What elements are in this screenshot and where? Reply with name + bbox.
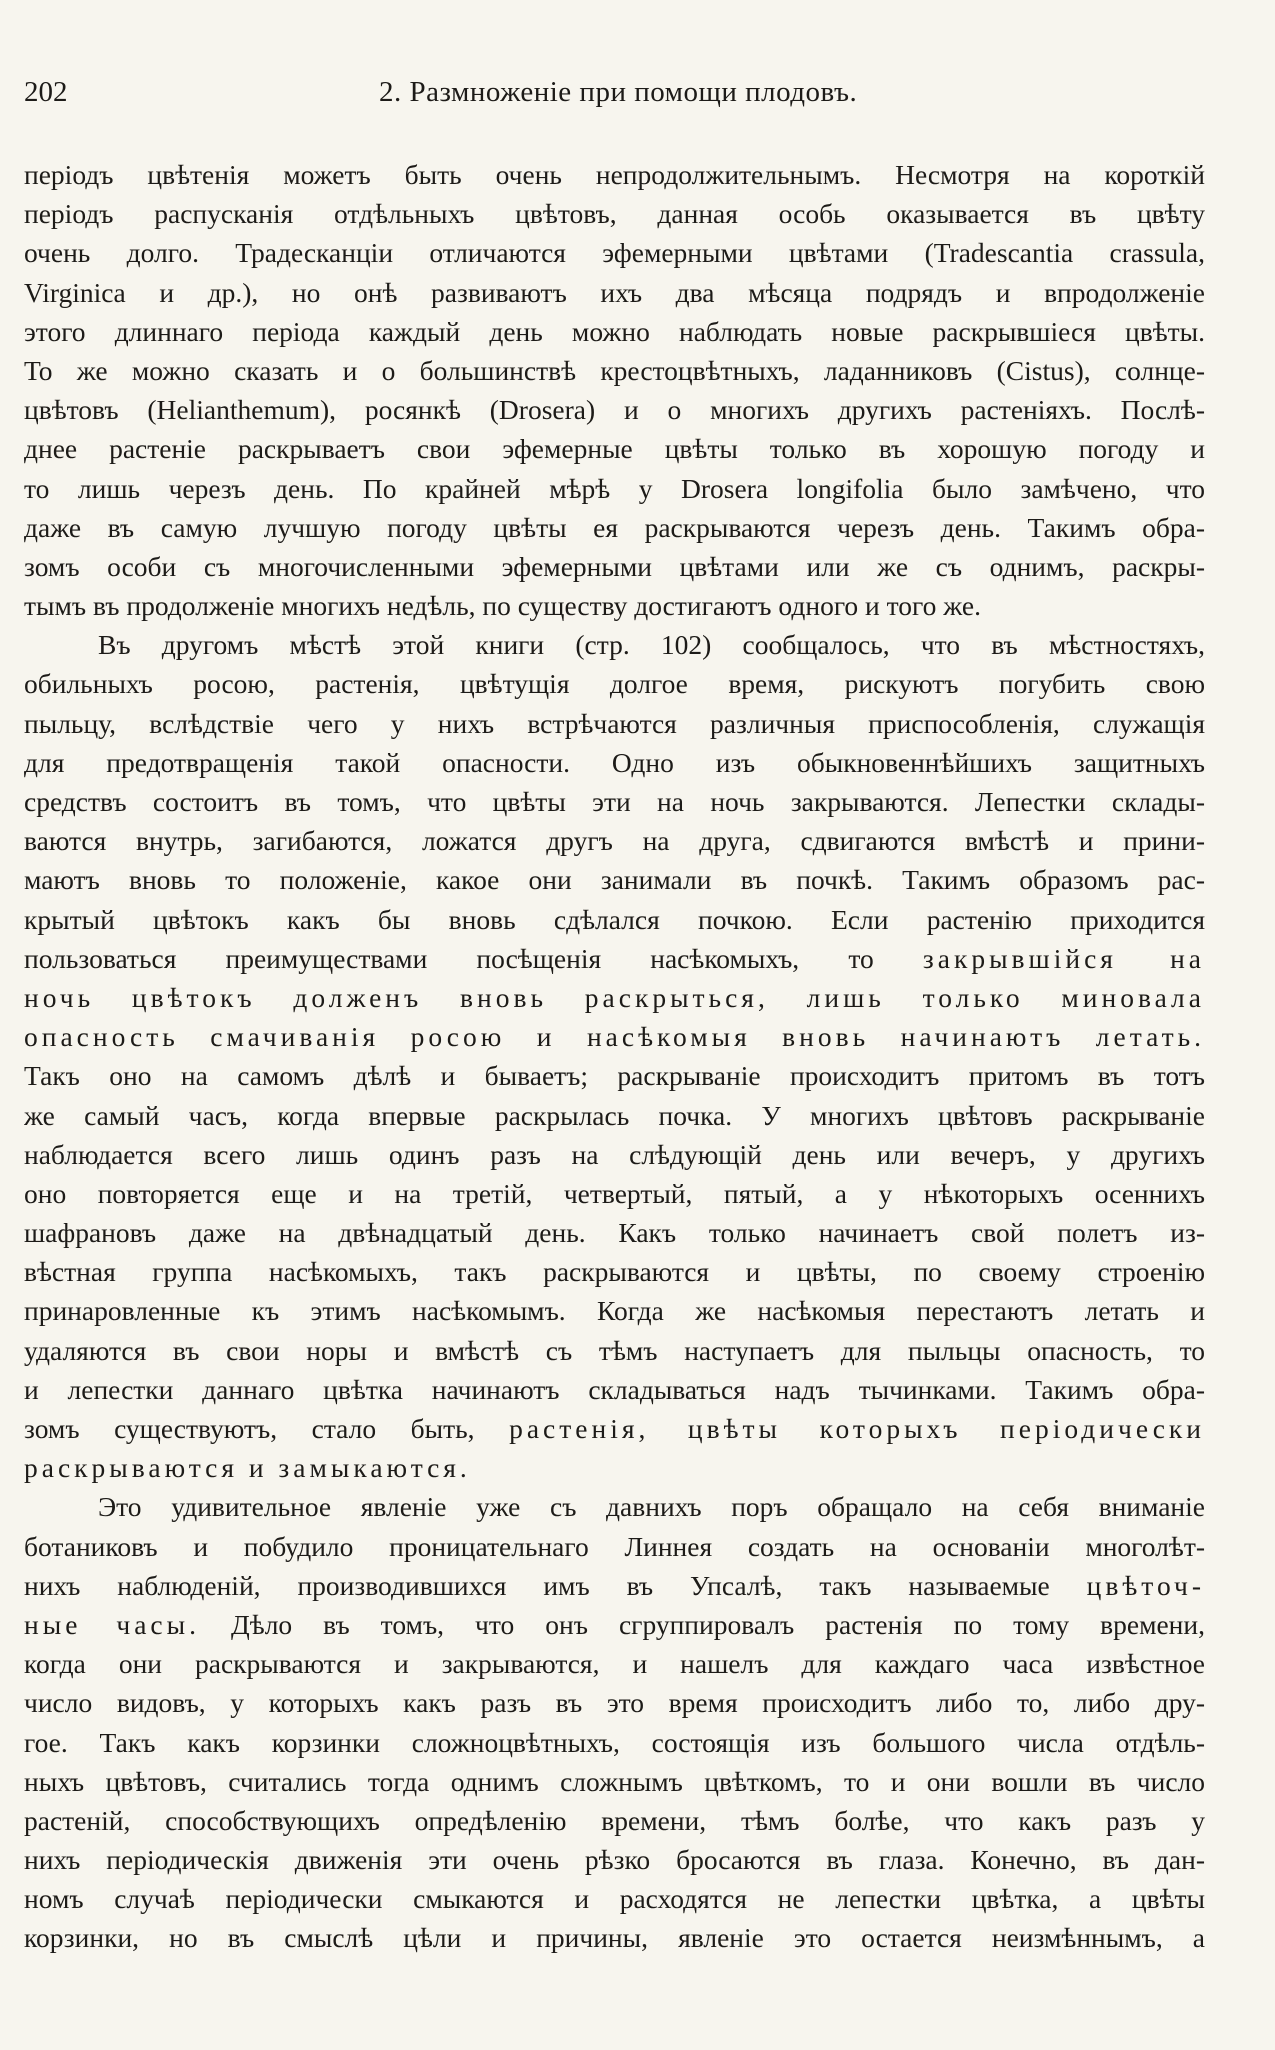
text-line bbox=[24, 939, 1205, 978]
text-line: ныхъ цвѣтовъ, считались тогда однимъ сложнымъ цвѣткомъ, то и они вошли въ число bbox=[24, 1765, 1205, 1797]
text-line: наблюдается всего лишь одинъ разъ на слѣдующій день или вечеръ, у другихъ bbox=[24, 1138, 1205, 1170]
text-line: періодъ цвѣтенія можетъ быть очень непродолжительнымъ. Несмотря на короткій bbox=[24, 159, 1205, 190]
text-line: корзинки, но въ смыслѣ цѣли и причины, явленіе это остается неизмѣннымъ, а bbox=[24, 1922, 1205, 1954]
spaced-emphasis-line: раскрываются и замыкаются. bbox=[24, 1452, 471, 1484]
running-title: 2. Размноженіе при помощи плодовъ. bbox=[379, 76, 858, 108]
text-line: шафрановъ даже на двѣнадцатый день. Какъ только начинаетъ свой полетъ из- bbox=[24, 1217, 1205, 1249]
text-line bbox=[24, 1605, 1205, 1644]
spaced-emphasis: ные часы. bbox=[24, 1608, 200, 1640]
paragraph-start-line: Въ другомъ мѣстѣ этой книги (стр. 102) сообщалось, что въ мѣстностяхъ, bbox=[98, 629, 1205, 661]
text-line bbox=[24, 1409, 1205, 1448]
text-line: зомъ особи съ многочисленными эфемерными цвѣтами или же съ однимъ, раскры- bbox=[24, 550, 1205, 582]
text-segment: Дѣло въ томъ, что онъ сгруппировалъ растенія по тому времени, bbox=[231, 1608, 1205, 1640]
text-line: гое. Такъ какъ корзинки сложноцвѣтныхъ, состоящія изъ большого числа отдѣль- bbox=[24, 1726, 1205, 1758]
text-line: обильныхъ росою, растенія, цвѣтущія долгое время, рискуютъ погубить свою bbox=[24, 668, 1205, 700]
text-line: тымъ въ продолженіе многихъ недѣль, по существу достигаютъ одного и того же. bbox=[24, 590, 981, 622]
text-line: число видовъ, у которыхъ какъ разъ въ это время происходитъ либо то, либо дру- bbox=[24, 1687, 1205, 1719]
text-line: растеній, способствующихъ опредѣленію времени, тѣмъ болѣе, что какъ разъ у bbox=[24, 1804, 1205, 1836]
spaced-emphasis-line: ночь цвѣтокъ долженъ вновь раскрыться, лишь только миновала bbox=[24, 981, 1205, 1013]
text-line bbox=[24, 1566, 1205, 1605]
text-line: удаляются въ свои норы и вмѣстѣ съ тѣмъ наступаетъ для пыльцы опасность, то bbox=[24, 1334, 1205, 1366]
spaced-emphasis: растенія, цвѣты которыхъ періодически bbox=[509, 1413, 1205, 1444]
text-line: этого длиннаго періода каждый день можно наблюдать новые раскрывшіеся цвѣты. bbox=[24, 315, 1205, 347]
text-line: оно повторяется еще и на третій, четвертый, пятый, а у нѣкоторыхъ осеннихъ bbox=[24, 1177, 1205, 1209]
spaced-emphasis: закрывшійся на bbox=[922, 942, 1205, 974]
text-line: же самый часъ, когда впервые раскрылась почка. У многихъ цвѣтовъ раскрываніе bbox=[24, 1099, 1205, 1131]
text-line: принаровленные къ этимъ насѣкомымъ. Когда же насѣкомыя перестаютъ летать и bbox=[24, 1295, 1205, 1327]
text-line: То же можно сказать и о большинствѣ крестоцвѣтныхъ, ладанниковъ (Cistus), солнце- bbox=[24, 354, 1205, 386]
text-line: цвѣтовъ (Helianthemum), росянкѣ (Drosera) и о многихъ другихъ растеніяхъ. Послѣ- bbox=[24, 394, 1205, 426]
text-segment: зомъ существуютъ, стало быть, bbox=[24, 1413, 475, 1444]
text-line: Virginica и др.), но онѣ развиваютъ ихъ два мѣсяца подрядъ и впродолженіе bbox=[24, 276, 1205, 308]
text-line: Такъ оно на самомъ дѣлѣ и бываетъ; раскрываніе происходитъ притомъ въ тотъ bbox=[24, 1060, 1205, 1092]
text-line: очень долго. Традесканціи отличаются эфемерными цвѣтами (Tradescantia crassula, bbox=[24, 237, 1205, 269]
text-line: періодъ распусканія отдѣльныхъ цвѣтовъ, данная особь оказывается въ цвѣту bbox=[24, 198, 1205, 230]
text-line: крытый цвѣтокъ какъ бы вновь сдѣлался почкою. Если растенію приходится bbox=[24, 903, 1205, 935]
page-header bbox=[24, 72, 1274, 112]
text-line: даже въ самую лучшую погоду цвѣты ея раскрываются черезъ день. Такимъ обра- bbox=[24, 511, 1205, 543]
text-line: маютъ вновь то положеніе, какое они занимали въ почкѣ. Такимъ образомъ рас- bbox=[24, 864, 1205, 896]
text-line: средствъ состоитъ въ томъ, что цвѣты эти на ночь закрываются. Лепестки склады- bbox=[24, 786, 1205, 817]
text-segment: пользоваться преимуществами посѣщенія насѣкомыхъ, то bbox=[24, 942, 874, 974]
text-line: номъ случаѣ періодически смыкаются и расходятся не лепестки цвѣтка, а цвѣты bbox=[24, 1883, 1205, 1915]
text-line: пыльцу, вслѣдствіе чего у нихъ встрѣчаются различныя приспособленія, служащія bbox=[24, 707, 1205, 739]
spaced-emphasis: цвѣточ- bbox=[1086, 1569, 1205, 1601]
text-line: то лишь черезъ день. По крайней мѣрѣ у Drosera longifolia было замѣчено, что bbox=[24, 472, 1205, 504]
spaced-emphasis-line: опасность смачиванія росою и насѣкомыя вновь начинаютъ летать. bbox=[24, 1021, 1205, 1053]
page-number: 202 bbox=[24, 76, 68, 108]
text-line: днее растеніе раскрываетъ свои эфемерные цвѣты только въ хорошую погоду и bbox=[24, 433, 1205, 465]
text-line: вѣстная группа насѣкомыхъ, такъ раскрываются и цвѣты, по своему строенію bbox=[24, 1256, 1205, 1288]
text-line: когда они раскрываются и закрываются, и нашелъ для каждаго часа извѣстное bbox=[24, 1648, 1205, 1680]
text-line: ботаниковъ и побудило проницательнаго Линнея создать на основаніи многолѣт- bbox=[24, 1530, 1205, 1562]
text-line: и лепестки даннаго цвѣтка начинаютъ складываться надъ тычинками. Такимъ обра- bbox=[24, 1373, 1205, 1405]
text-line: нихъ періодическія движенія эти очень рѣзко бросаются въ глаза. Конечно, въ дан- bbox=[24, 1844, 1205, 1876]
paragraph-start-line: Это удивительное явленіе уже съ давнихъ поръ обращало на себя вниманіе bbox=[98, 1491, 1205, 1523]
body-text bbox=[24, 155, 1205, 1958]
text-line: для предотвращенія такой опасности. Одно изъ обыкновеннѣйшихъ защитныхъ bbox=[24, 746, 1205, 778]
text-line: ваются внутрь, загибаются, ложатся другъ на друга, сдвигаются вмѣстѣ и прини- bbox=[24, 825, 1205, 857]
text-segment: нихъ наблюденій, производившихся имъ въ Упсалѣ, такъ называемые bbox=[24, 1569, 1050, 1601]
